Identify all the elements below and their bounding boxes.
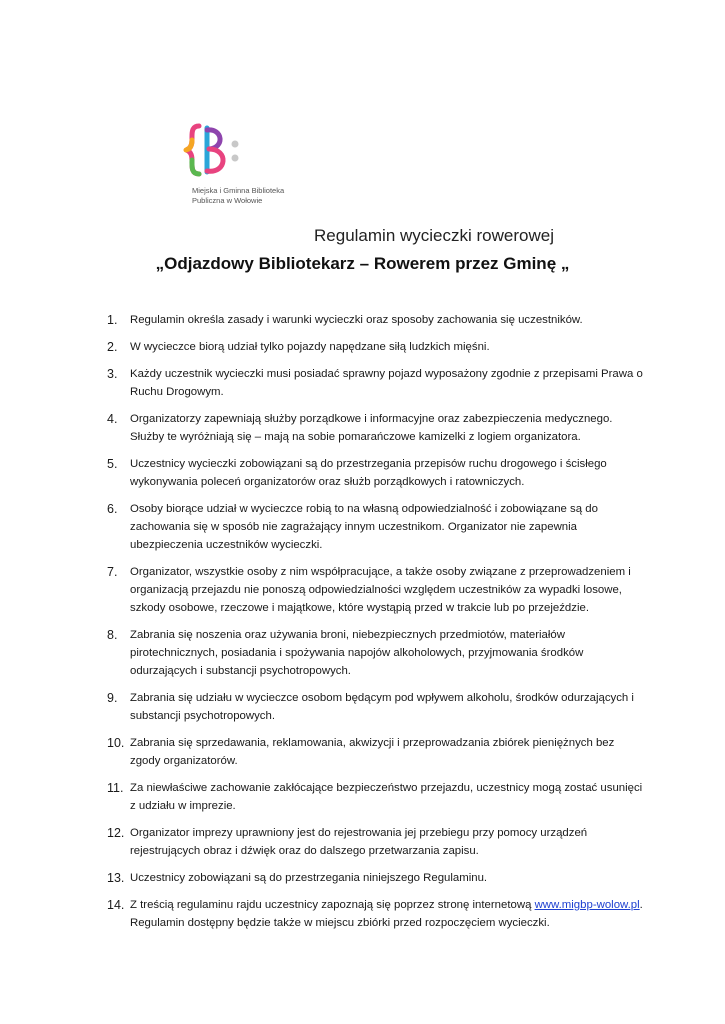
rule-item	[107, 338, 647, 356]
rule-number: 7.	[107, 565, 118, 579]
rule-number: 1.	[107, 313, 118, 327]
library-logo	[183, 122, 313, 212]
rule-item	[107, 626, 647, 680]
rule-text-after-link: . Regulamin dostępny będzie także w miejscu zbiórki przed rozpoczęciem wycieczki.	[130, 899, 643, 929]
rule-number: 6.	[107, 502, 118, 516]
rule-text: Każdy uczestnik wycieczki musi posiadać sprawny pojazd wyposażony zgodnie z przepisami Prawa o Ruchu Drogowym.	[130, 368, 643, 398]
rule-number: 14.	[107, 898, 125, 912]
rule-text: Osoby biorące udział w wycieczce robią to na własną odpowiedzialność i zobowiązane są do zachowania się w sposób nie zagrażający innym uczestnikom. Organizator nie zapewnia ubezpieczenia uczestników wycieczki.	[130, 503, 598, 551]
rule-number: 10.	[107, 736, 125, 750]
rule-text: Uczestnicy zobowiązani są do przestrzegania niniejszego Regulaminu.	[130, 872, 488, 884]
rule-number: 5.	[107, 457, 118, 471]
rules-list	[107, 311, 647, 941]
document-subtitle: „Odjazdowy Bibliotekarz – Rowerem przez Gminę „	[155, 254, 570, 273]
rule-text: Organizatorzy zapewniają służby porządkowe i informacyjne oraz zabezpieczenia medycznego. Służby te wyróżniają się – mają na sobie pomarańczowe kamizelki z logiem organizatora.	[130, 413, 613, 443]
rule-text: Organizator imprezy uprawniony jest do rejestrowania jej przebiegu przy pomocy urządzeń rejestrujących obraz i dźwięk oraz do dalszego przetwarzania zapisu.	[130, 827, 588, 857]
rule-text: Za niewłaściwe zachowanie zakłócające bezpieczeństwo przejazdu, uczestnicy mogą zostać usunięci z udziału w imprezie.	[130, 782, 643, 812]
rule-number: 9.	[107, 691, 118, 705]
rule-text: Uczestnicy wycieczki zobowiązani są do przestrzegania przepisów ruchu drogowego i ścisłego wykonywania poleceń organizatorów oraz służb porządkowych i ratowniczych.	[130, 458, 607, 488]
rule-text: Regulamin określa zasady i warunki wycieczki oraz sposoby zachowania się uczestników.	[130, 314, 583, 326]
rule-item	[107, 410, 647, 446]
document-title: Regulamin wycieczki rowerowej	[314, 226, 554, 245]
library-name-line1: Miejska i Gminna Biblioteka	[192, 186, 285, 195]
rule-item	[107, 869, 647, 887]
rule-text: Organizator, wszystkie osoby z nim współpracujące, a także osoby związane z przeprowadzeniem i organizacją przejazdu nie ponoszą odpowiedzialności względem uczestników za wypadki losowe, szkody osobowe, rzeczowe i majątkowe, które wystąpią przed w trakcie lub po przejeździe.	[130, 566, 631, 614]
rule-number: 2.	[107, 340, 118, 354]
rule-item	[107, 563, 647, 617]
rule-text: Zabrania się sprzedawania, reklamowania, akwizycji i przeprowadzania zbiórek pieniężnych bez zgody organizatorów.	[130, 737, 615, 767]
rule-text: W wycieczce biorą udział tylko pojazdy napędzane siłą ludzkich mięśni.	[130, 341, 490, 353]
rule-text-before-link: Z treścią regulaminu rajdu uczestnicy zapoznają się poprzez stronę internetową	[130, 899, 535, 911]
rule-item-14	[107, 896, 647, 932]
rule-item	[107, 689, 647, 725]
rule-item	[107, 779, 647, 815]
rule-number: 3.	[107, 367, 118, 381]
rule-text: Zabrania się noszenia oraz używania broni, niebezpiecznych przedmiotów, materiałów pirotechnicznych, posiadania i spożywania napojów alkoholowych, przyjmowania środków odurzających i substancji psychotropowych.	[130, 629, 584, 677]
rule-item	[107, 365, 647, 401]
rule-item	[107, 734, 647, 770]
website-link[interactable]: www.migbp-wolow.pl	[534, 899, 640, 911]
rule-text: Zabrania się udziału w wycieczce osobom będącym pod wpływem alkoholu, środków odurzających i substancji psychotropowych.	[130, 692, 634, 722]
rule-item	[107, 455, 647, 491]
rule-item	[107, 500, 647, 554]
library-name-line2: Publiczna w Wołowie	[192, 196, 263, 205]
rule-number: 4.	[107, 412, 118, 426]
library-logo-icon	[183, 122, 253, 184]
library-name	[192, 186, 284, 206]
rule-item	[107, 824, 647, 860]
rule-number: 11.	[107, 781, 124, 795]
rule-number: 8.	[107, 628, 118, 642]
rule-item	[107, 311, 647, 329]
rule-number: 13.	[107, 871, 125, 885]
rule-number: 12.	[107, 826, 125, 840]
